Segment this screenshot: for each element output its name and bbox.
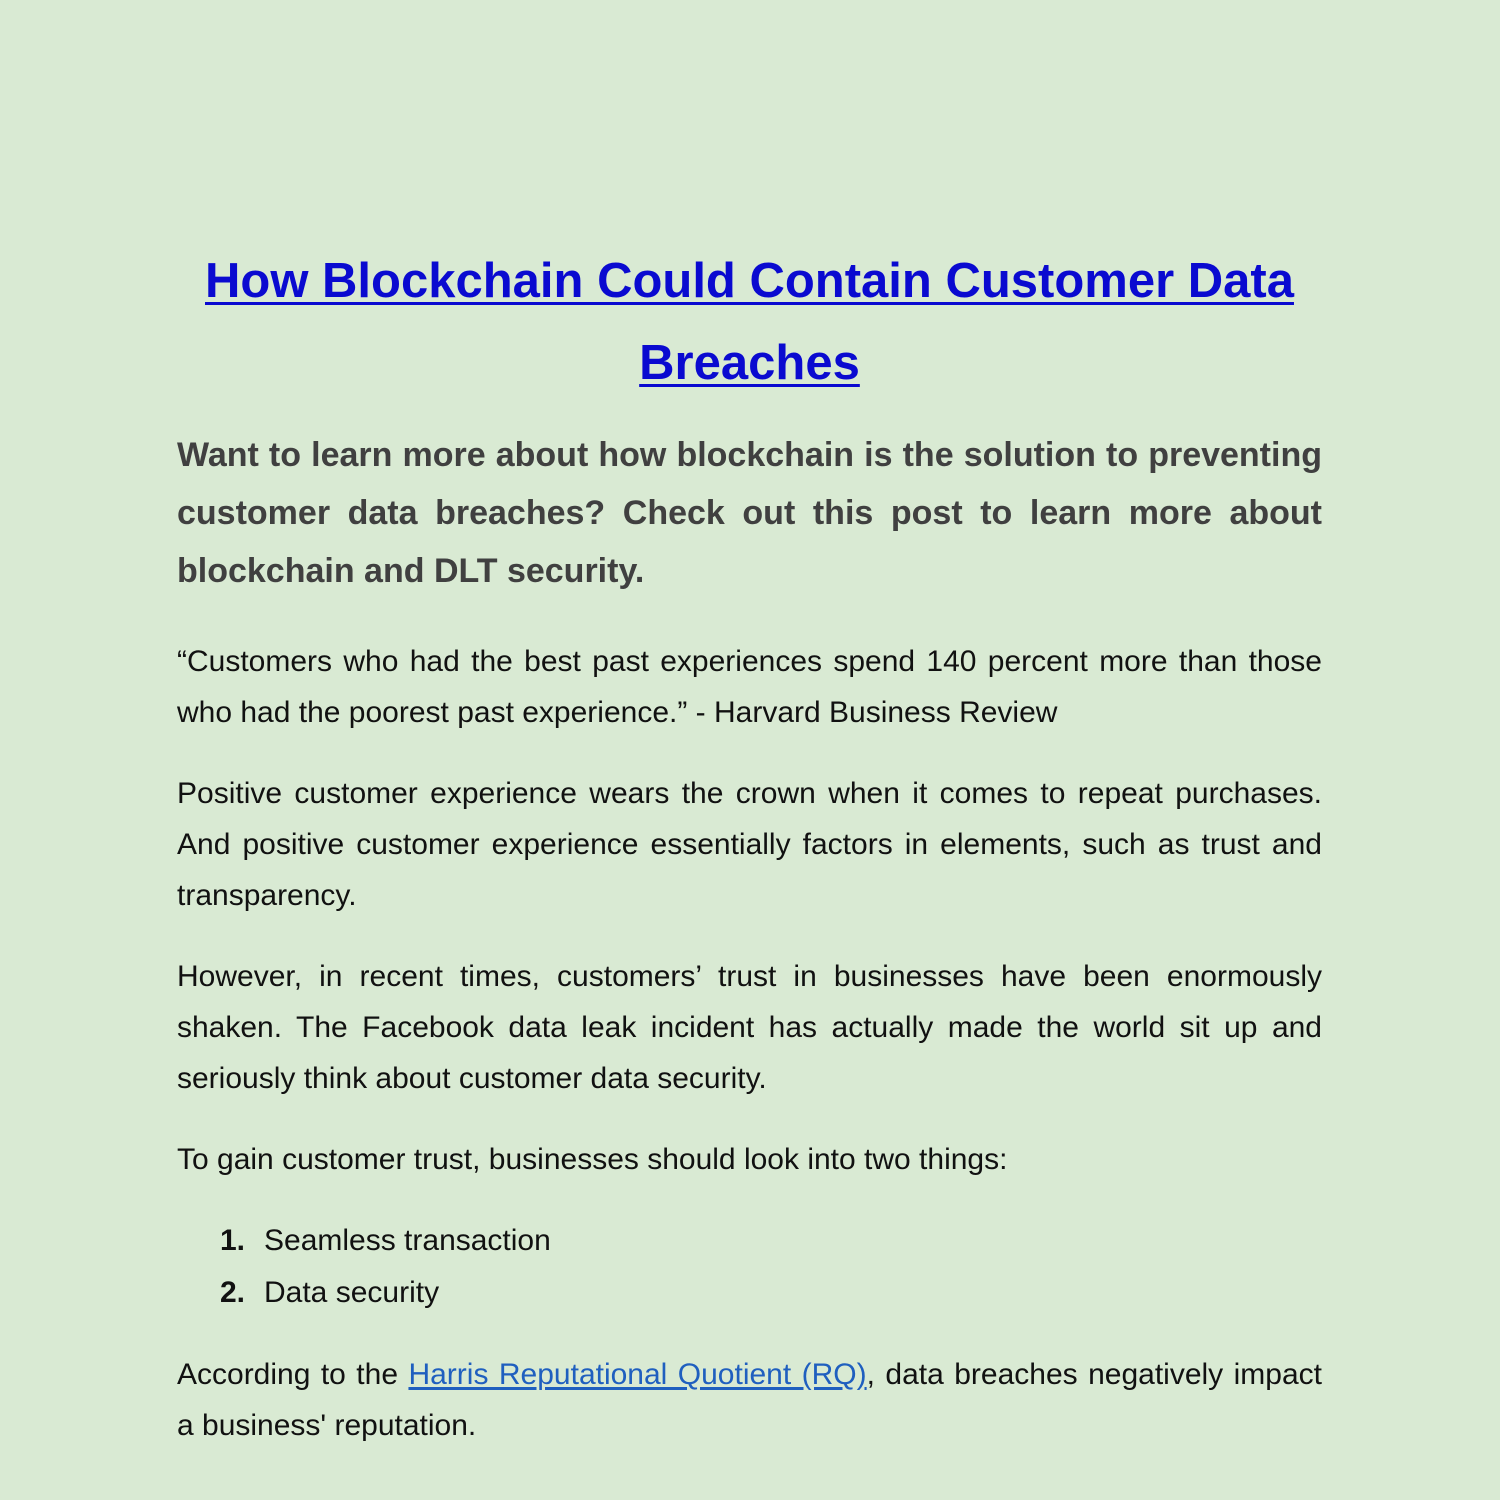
list-item <box>220 1267 1322 1319</box>
paragraph-two-things: To gain customer trust, businesses should look into two things: <box>177 1143 1008 1176</box>
article-title-link[interactable]: How Blockchain Could Contain Customer Data Breaches <box>205 254 1294 390</box>
paragraph-text-after-link: , data breaches negatively impact a business' reputation. <box>177 1358 1322 1442</box>
list-item-number: 2. <box>220 1276 246 1309</box>
list-item-text: Data security <box>264 1276 440 1309</box>
list-item-text: Seamless transaction <box>264 1224 551 1257</box>
paragraph-customer-experience: Positive customer experience wears the crown when it comes to repeat purchases. And positive customer experience essentially factors in elements, such as trust and transparency. <box>177 777 1322 912</box>
list-item <box>220 1215 1322 1267</box>
harris-rq-link[interactable]: Harris Reputational Quotient (RQ) <box>408 1358 867 1391</box>
lead-paragraph: Want to learn more about how blockchain is the solution to preventing customer data breaches? Check out this post to learn more about blockchain and DLT security. <box>177 436 1322 590</box>
numbered-list <box>177 1215 1322 1319</box>
paragraph-harris-rq <box>177 1349 1322 1451</box>
article-body <box>177 240 1322 1451</box>
article-title <box>177 240 1322 404</box>
quote-paragraph: “Customers who had the best past experiences spend 140 percent more than those who had the poorest past experience.” - Harvard Business Review <box>177 645 1322 729</box>
paragraph-text-before-link: According to the <box>177 1358 409 1391</box>
paragraph-trust-shaken: However, in recent times, customers’ trust in businesses have been enormously shaken. The Facebook data leak incident has actually made the world sit up and seriously think about customer data security. <box>177 960 1322 1095</box>
list-item-number: 1. <box>220 1224 246 1257</box>
